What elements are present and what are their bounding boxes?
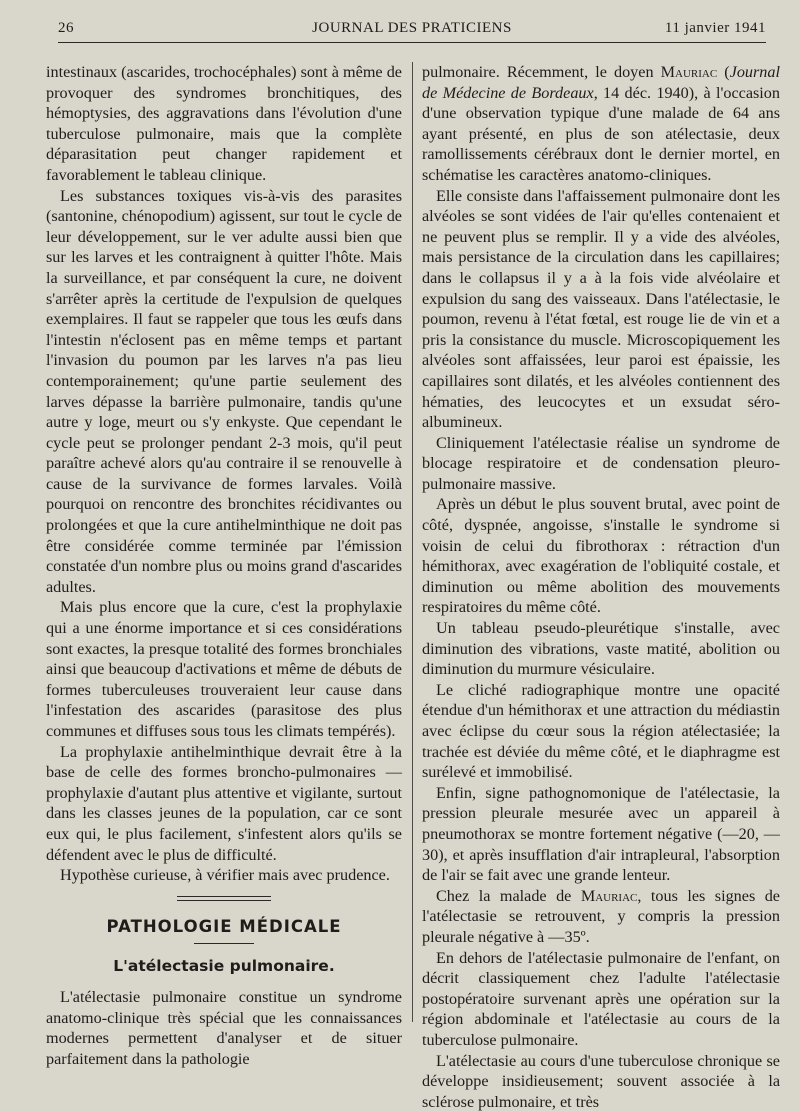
paragraph: Un tableau pseudo-pleurétique s'installe, avec diminution des vibrations, vaste matité, abolition ou diminution du murmure vésiculaire. [422,618,780,680]
author-name: Mauriac [581,887,638,905]
paragraph [422,62,780,186]
paragraph: Enfin, signe pathognomonique de l'atélectasie, la pression pleurale mesurée avec un appareil à pneumothorax se montre fortement négative (—20, —30), et après insufflation d'air intrapleural, l'absorption de l'air se fait avec une grande lenteur. [422,783,780,886]
left-column [46,62,402,1069]
journal-citation: Journal de Médecine de Bordeaux [422,63,780,102]
journal-title: JOURNAL DES PRATICIENS [58,20,766,37]
paragraph: Hypothèse curieuse, à vérifier mais avec prudence. [46,865,402,886]
paragraph: L'atélectasie au cours d'une tuberculose chronique se développe insidieusement; souvent associée à la sclérose pulmonaire, et très [422,1051,780,1112]
paragraph: Cliniquement l'atélectasie réalise un syndrome de blocage respiratoire et de condensation pleuro-pulmonaire massive. [422,433,780,495]
paragraph: Après un début le plus souvent brutal, avec point de côté, dyspnée, angoisse, s'installe le syndrome si voisin de celui du fibrothorax : rétraction d'un hémithorax, avec exagération de l'obliquité costale, et diminution ou même abolition des mouvements respiratoires du même côté. [422,494,780,618]
text-run: , 14 déc. 1940), à l'occasion d'une observation typique d'une malade de 64 ans ayant présenté, en plus de son atélectasie, deux ramollissements cérébraux dont le dernier mortel, en schématise les caractères anatomo-cliniques. [422,84,780,184]
text-run: pulmonaire. Récemment, le doyen [422,63,661,81]
section-title: PATHOLOGIE MÉDICALE [46,917,402,938]
paragraph: L'atélectasie pulmonaire constitue un syndrome anatomo-clinique très spécial que les connaissances modernes permettent d'analyser et de situer parfaitement dans la pathologie [46,987,402,1069]
paragraph: Les substances toxiques vis-à-vis des parasites (santonine, chénopodium) agissent, sur tout le cycle de leur développement, sur le ver adulte aussi bien que sur les larves et les contraignent à quitter l'hôte. Mais la surveillance, et par conséquent la cure, ne doivent s'arrêter après la certitude de l'expulsion de quelques exemplaires. Il faut se rappeler que tous les œufs dans l'intestin n'éclosent pas en même temps et partant l'invasion du poumon par les larves n'a pas lieu contemporainement; qu'une partie seulement des larves dépasse la barrière pulmonaire, tandis qu'une autre y loge, meurt ou s'y enkyste. Que cependant le cycle peut se prolonger pendant 2-3 mois, qu'il peut paraître achevé alors qu'au contraire il se renouvelle à cause de la survivance de formes larvales. Voilà pourquoi on rencontre des bronchites récidivantes ou prolongées et que la cure antihelminthique ne doit pas être considérée comme terminée par l'émission constatée d'un nombre plus ou moins grand d'ascarides adultes. [46,186,402,598]
right-column [422,62,780,1112]
paragraph: Le cliché radiographique montre une opacité étendue d'un hémithorax et une attraction du médiastin avec éclipse du cœur sous la région atélectasiée; la trachée est déviée du même côté, et le diaphragme est surélevé et immobilisé. [422,680,780,783]
paragraph: Elle consiste dans l'affaissement pulmonaire dont les alvéoles se sont vidées de l'air qu'elles contenaient et ne peuvent plus se remplir. Il y a vide des alvéoles, mais persistance de la circulation dans les capillaires; dans le collapsus il y a à la fois vide alvéolaire et expulsion du sang des vaisseaux. Dans l'atélectasie, le poumon, revenu à l'état fœtal, est rouge lie de vin et a pris la consistance du muscle. Microscopiquement les alvéoles sont affaissées, leur paroi est épaissie, les capillaires sont dilatés, et les alvéoles contiennent des hématies, des leucocytes et un exsudat séro-albumineux. [422,186,780,433]
paragraph: En dehors de l'atélectasie pulmonaire de l'enfant, on décrit classiquement chez l'adulte l'atélectasie postopératoire survenant après une opération sur la région abdominale et l'atélectasie au cours de la tuberculose pulmonaire. [422,948,780,1051]
running-head [58,18,766,43]
text-run: ( [717,63,729,81]
text-run: Chez la malade de [436,887,581,905]
column-rule [412,62,413,1022]
section-divider [177,896,271,901]
paragraph: Mais plus encore que la cure, c'est la prophylaxie qui a une énorme importance et si ces considérations sont exactes, la presque totalité des formes bronchiales ainsi que beaucoup d'activations et même de débuts de formes tuberculeuses trouveraient leur cause dans l'infestation des ascarides (parasitose des plus communes et diffuses sous tous les climats tempérés). [46,597,402,741]
issue-date: 11 janvier 1941 [665,20,766,37]
paragraph: La prophylaxie antihelminthique devrait être à la base de celle des formes broncho-pulmonaires — prophylaxie d'autant plus attentive et vigilante, surtout dans les classes jeunes de la population, car ce sont eux qui, le plus facilement, s'infestent alors qu'ils se défendent avec le plus de difficulté. [46,742,402,866]
paragraph [422,886,780,948]
title-rule [194,943,254,944]
paragraph: intestinaux (ascarides, trochocéphales) sont à même de provoquer des syndromes bronchitiques, des hémoptysies, des aggravations dans l'évolution d'une tuberculose pulmonaire, mais que la complète déparasitation peut changer rapidement et favorablement le tableau clinique. [46,62,402,186]
author-name: Mauriac [661,63,718,81]
page-number: 26 [58,20,74,37]
article-title: L'atélectasie pulmonaire. [46,956,402,977]
text-run: , tous les signes de l'atélectasie se retrouvent, y compris la pression pleurale négative à —35º. [422,887,780,946]
